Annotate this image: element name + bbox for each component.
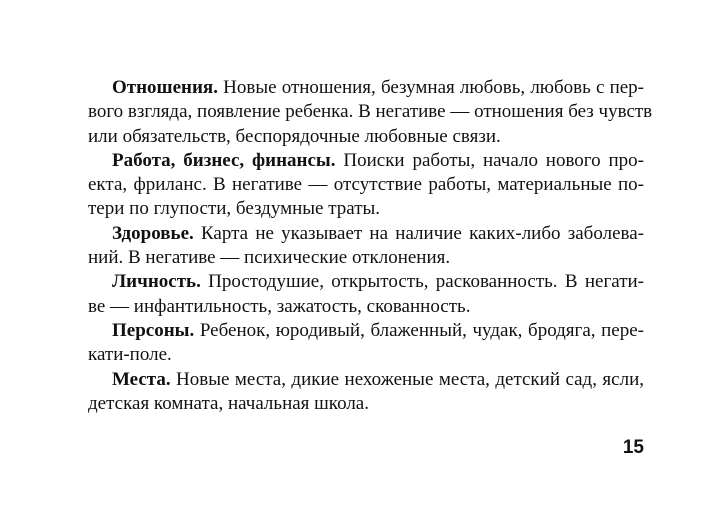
paragraph-line: детская комната, начальная школа. bbox=[88, 392, 369, 414]
paragraph-line bbox=[88, 319, 644, 343]
paragraph-line: ний. В негативе — психические отклонения. bbox=[88, 247, 451, 269]
line-text: Новые места, дикие нехоженые места, детский сад, ясли, bbox=[170, 368, 644, 390]
line-text: Карта не указывает на наличие каких-либо заболева- bbox=[193, 222, 644, 244]
paragraph-line: тери по глупости, бездумные траты. bbox=[88, 198, 381, 220]
paragraph-line bbox=[88, 270, 644, 294]
paragraph-term: Отношения. bbox=[112, 77, 218, 98]
paragraph-relationships bbox=[88, 76, 653, 149]
text-body bbox=[88, 76, 653, 416]
paragraph-line bbox=[88, 368, 644, 392]
paragraph-term: Места. bbox=[112, 368, 171, 390]
paragraph-work bbox=[88, 149, 644, 222]
line-text: Новые отношения, безумная любовь, любовь с пер- bbox=[217, 77, 644, 98]
paragraph-personality bbox=[88, 270, 644, 319]
paragraph-line bbox=[88, 222, 644, 246]
line-text: Ребенок, юродивый, блаженный, чудак, бродяга, пере- bbox=[194, 319, 644, 341]
paragraph-term: Персоны. bbox=[112, 319, 195, 341]
paragraph-line bbox=[88, 149, 644, 173]
paragraph-term: Работа, бизнес, финансы. bbox=[112, 149, 336, 171]
paragraph-places bbox=[88, 368, 644, 417]
paragraph-line: кати-поле. bbox=[88, 344, 172, 366]
page-number: 15 bbox=[622, 437, 644, 458]
paragraph-line: или обязательств, беспорядочные любовные связи. bbox=[88, 125, 501, 147]
paragraph-term: Личность. bbox=[112, 271, 201, 293]
paragraph-line: екта, фриланс. В негативе — отсутствие работы, материальные по- bbox=[88, 174, 644, 196]
line-text: Простодушие, открытость, раскованность. В негати- bbox=[200, 271, 644, 293]
paragraph-line: вого взгляда, появление ребенка. В негативе — отношения без чувств bbox=[88, 101, 653, 123]
paragraph-term: Здоровье. bbox=[112, 222, 194, 244]
paragraph-persons bbox=[88, 319, 644, 368]
paragraph-line bbox=[88, 76, 644, 100]
paragraph-line: ве — инфантильность, зажатость, скованность. bbox=[88, 295, 471, 317]
line-text: Поиски работы, начало нового про- bbox=[335, 149, 644, 171]
paragraph-health bbox=[88, 222, 644, 271]
